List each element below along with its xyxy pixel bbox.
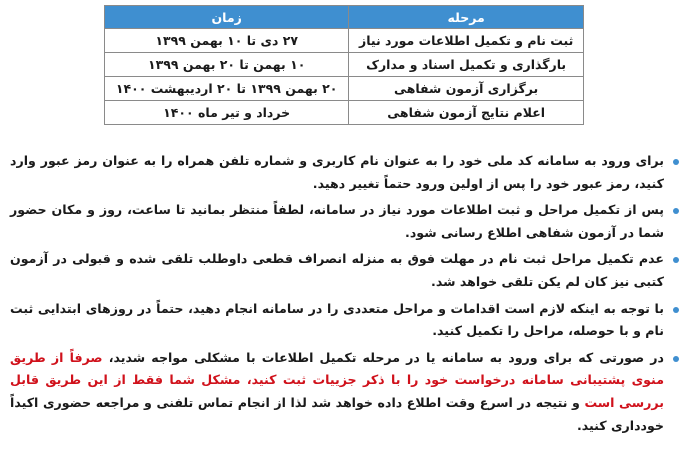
time-cell: خرداد و تیر ماه ۱۴۰۰ — [105, 101, 349, 125]
bullet-text: با توجه به اینکه لازم است اقدامات و مراحل متعددی را در سامانه انجام دهید، حتماً در روزهای ابتدایی ثبت نام و با حوصله، مراحل را تکمیل کنید. — [10, 300, 664, 339]
list-item — [10, 347, 680, 437]
schedule-table — [104, 5, 584, 125]
bullet-text: عدم تکمیل مراحل ثبت نام در مهلت فوق به منزله انصراف قطعی داوطلب تلقی شده و قبولی در آزمون کتبی نیز کان لم یکن تلقی خواهد شد. — [10, 251, 664, 289]
list-item — [10, 150, 680, 195]
stage-cell: بارگذاری و تکمیل اسناد و مدارک — [349, 53, 584, 77]
time-cell: ۱۰ بهمن تا ۲۰ بهمن ۱۳۹۹ — [105, 53, 349, 77]
list-item — [10, 248, 680, 293]
list-item — [10, 199, 680, 244]
bullet-dot-icon — [673, 159, 679, 165]
bullet-dot-icon — [673, 208, 679, 214]
header-stage: مرحله — [349, 6, 584, 29]
time-cell: ۲۰ بهمن ۱۳۹۹ تا ۲۰ اردیبهشت ۱۴۰۰ — [105, 77, 349, 101]
bullet-dot-icon — [673, 307, 679, 313]
table-row — [105, 77, 584, 101]
table-row — [105, 29, 584, 53]
emphasized-support-text: صرفاً از طریق منوی پشتیبانی سامانه درخواست خود را با ذکر جزییات ثبت کنید، مشکل شما فقط از این طریق قابل بررسی است — [10, 349, 664, 410]
table-row — [105, 53, 584, 77]
instructions-list — [10, 150, 680, 441]
list-item — [10, 298, 680, 343]
bullet-text: برای ورود به سامانه کد ملی خود را به عنوان نام کاربری و شماره تلفن همراه را به عنوان رمز عبور وارد کنید، رمز عبور خود را پس از اولین ورود حتماً تغییر دهید. — [10, 153, 664, 191]
bullet-text-outro: و نتیجه در اسرع وقت اطلاع داده خواهد شد لذا از انجام تماس تلفنی و مراجعه حضوری اکیداً خودداری کنید. — [10, 394, 664, 433]
stage-cell: ثبت نام و تکمیل اطلاعات مورد نیاز — [349, 29, 584, 53]
table-header-row — [105, 6, 584, 29]
bullet-dot-icon — [673, 356, 679, 362]
stage-cell: برگزاری آزمون شفاهی — [349, 77, 584, 101]
header-time: زمان — [105, 6, 349, 29]
bullet-dot-icon — [673, 257, 679, 263]
bullet-text: پس از تکمیل مراحل و ثبت اطلاعات مورد نیاز در سامانه، لطفاً منتظر بمانید تا ساعت، روز و مکان حضور شما در آزمون شفاهی اطلاع رسانی شود. — [10, 202, 664, 240]
time-cell: ۲۷ دی تا ۱۰ بهمن ۱۳۹۹ — [105, 29, 349, 53]
table-row — [105, 101, 584, 125]
stage-cell: اعلام نتایج آزمون شفاهی — [349, 101, 584, 125]
bullet-text-intro: در صورتی که برای ورود به سامانه یا در مرحله تکمیل اطلاعات با مشکلی مواجه شدید، — [102, 349, 665, 365]
